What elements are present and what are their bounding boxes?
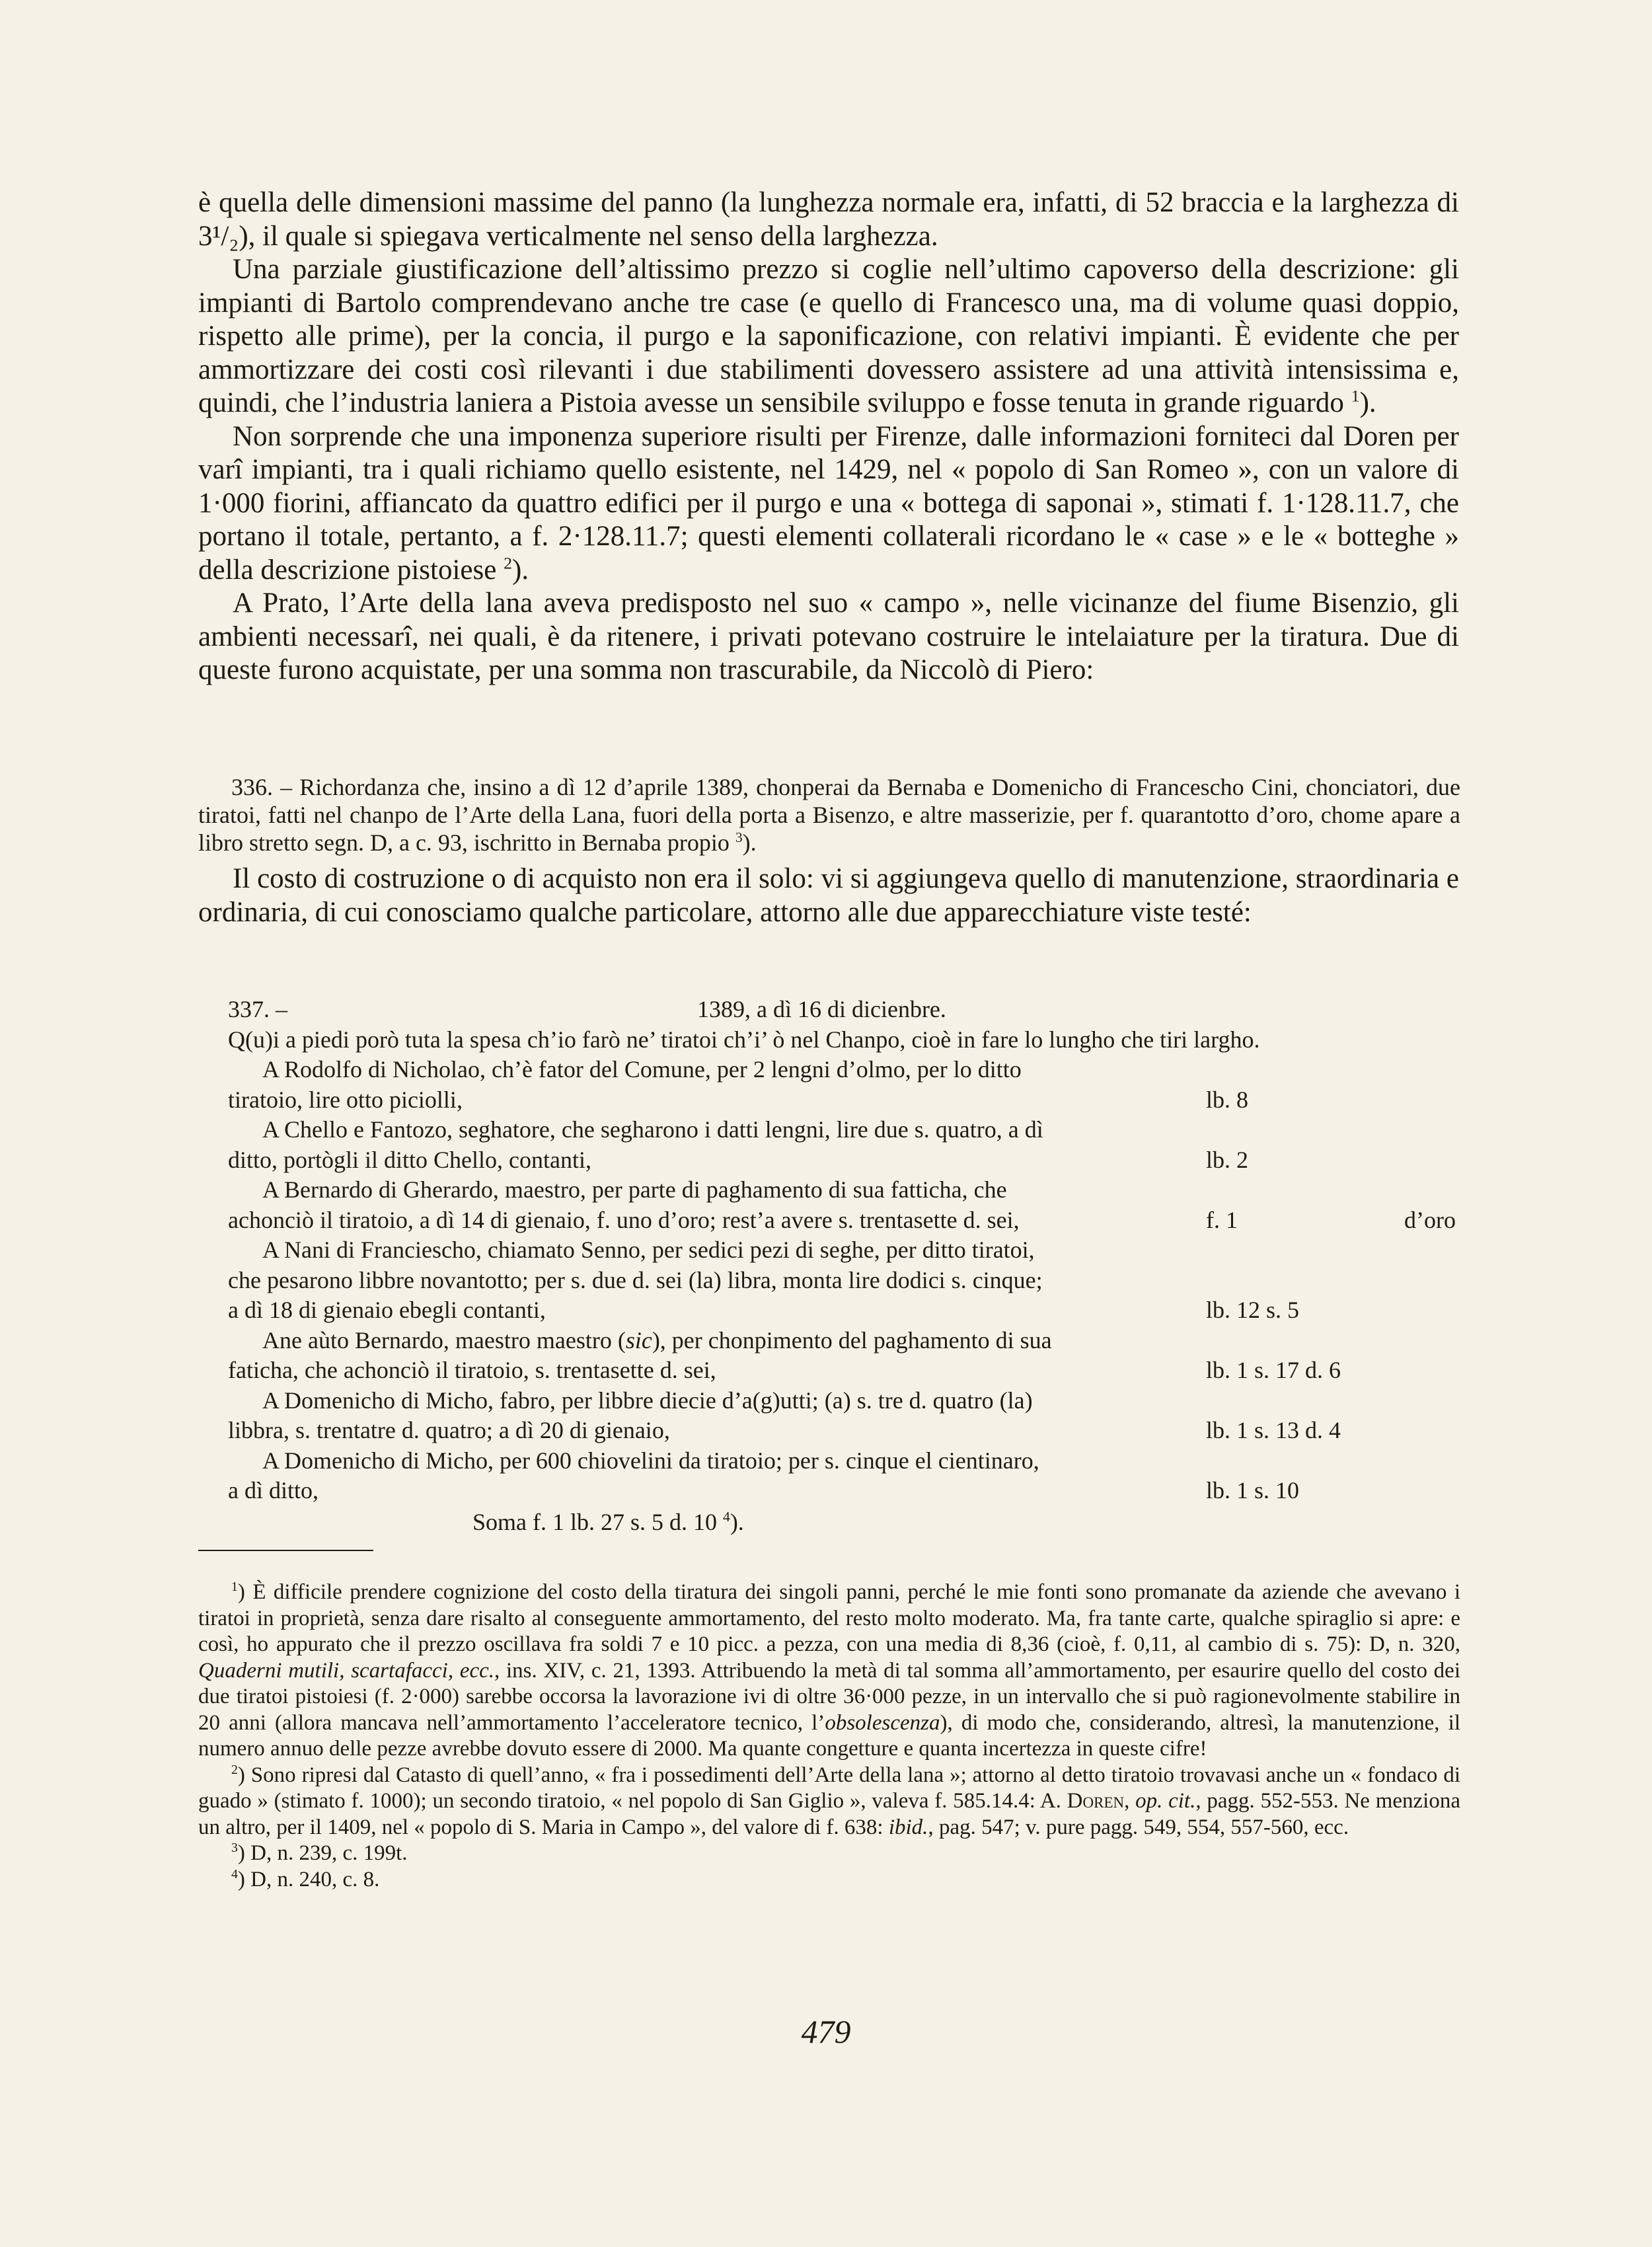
- ledger-row: [228, 1476, 1464, 1506]
- ledger-row-description: a dì ditto,: [228, 1477, 319, 1504]
- body-text-middle: [198, 862, 1459, 929]
- ledger-row-amount: lb. 2: [1206, 1146, 1249, 1173]
- ledger-row-description: A Rodolfo di Nicholao, ch’è fator del Comune, per 2 lengni d’olmo, per lo ditto: [262, 1056, 1022, 1083]
- footnote-2: $^2$) Sono ripresi dal Catasto di quell’anno, « fra i possedimenti dell’Arte della lana »; attorno al detto tiratoio trovavasi anche un « fondaco di guado » (stimato f. 1000); un secondo tiratoio, « nel popolo di San Giglio », valeva f. 585.14.4: A. Doren, op. cit., pagg. 552-553. Ne menziona un altro, per il 1409, nel « popolo di S. Maria in Campo », del valore di f. 638: ibid., pag. 547; v. pure pagg. 549, 554, 557-560, ecc.: [198, 1762, 1460, 1839]
- paragraph-1: è quella delle dimensioni massime del panno (la lunghezza normale era, infatti, di 52 braccia e la larghezza di 3¹/₂), il quale si spiegava verticalmente nel senso della larghezza.: [198, 187, 1459, 252]
- footnote-ref-4[interactable]: 4: [723, 1508, 730, 1525]
- ledger-row-description: achonciò il tiratoio, a dì 14 di gienaio, f. uno d’oro; rest’a avere s. trentasette d. sei,: [228, 1206, 1020, 1233]
- ledger-row-amount: lb. 12 s. 5: [1206, 1297, 1300, 1323]
- quote-336: [198, 773, 1460, 857]
- ledger-row: [228, 1326, 1464, 1356]
- ledger-row: [228, 1446, 1464, 1476]
- footnote-ref-3[interactable]: 3: [735, 829, 743, 845]
- ledger-row-amount: lb. 8: [1206, 1086, 1249, 1113]
- footnote-ref-2[interactable]: 2: [504, 553, 512, 573]
- ledger-row-description: A Chello e Fantozo, seghatore, che segharono i datti lengni, lire due s. quatro, a dì: [262, 1116, 1043, 1143]
- ledger-row-description: A Domenicho di Micho, fabro, per libbre diecie d’a(g)utti; (a) s. tre d. quatro (la): [262, 1387, 1033, 1414]
- ledger-row-amount: lb. 1 s. 10: [1206, 1477, 1300, 1504]
- ledger-row-description: a dì 18 di gienaio ebegli contanti,: [228, 1297, 546, 1323]
- ledger-row: [228, 1295, 1464, 1326]
- ledger-row: [228, 1055, 1464, 1085]
- ledger-row: [228, 1085, 1464, 1116]
- footnotes: [198, 1580, 1460, 1893]
- ledger-row-description: faticha, che achonciò il tiratoio, s. trentasette d. sei,: [228, 1357, 716, 1383]
- ledger-number: 337. –: [228, 996, 287, 1022]
- footnote-3: $^3$) D, n. 239, c. 199t.: [231, 1841, 408, 1865]
- footnote-ref-1[interactable]: 1: [1351, 386, 1360, 406]
- ledger-row-description: che pesarono libbre novantotto; per s. due d. sei (la) libra, monta lire dodici s. cinque;: [228, 1266, 1043, 1293]
- ledger-row-description: A Bernardo di Gherardo, maestro, per parte di paghamento di sua fatticha, che: [262, 1176, 1007, 1203]
- ledger-row: [228, 1416, 1464, 1446]
- ledger-date: 1389, a dì 16 di dicienbre.: [697, 996, 946, 1022]
- ledger-row: [228, 1175, 1464, 1205]
- ledger-row: [228, 1025, 1464, 1055]
- ledger-row-description: ditto, portògli il ditto Chello, contanti,: [228, 1146, 591, 1173]
- ledger-row: [228, 1235, 1464, 1266]
- ledger-row-amount: lb. 1 s. 13 d. 4: [1206, 1417, 1341, 1443]
- ledger-row-description: A Nani di Franciescho, chiamato Senno, per sedici pezi di seghe, per ditto tiratoi,: [262, 1237, 1035, 1263]
- ledger-header: [228, 995, 1464, 1025]
- ledger-rows: [228, 1025, 1464, 1506]
- paragraph-2: Una parziale giustificazione dell’altissimo prezzo si coglie nell’ultimo capoverso della descrizione: gli impianti di Bartolo comprendevano anche tre case (e quello di Francesco una, ma di volume quasi doppio, rispetto alle prime), per la concia, il purgo e la saponificazione, con relativi impianti. È evidente che per ammortizzare dei costi così rilevanti i due stabilimenti dovessero assistere ad una attività intensissima e, quindi, che l’industria laniera a Pistoia avesse un sensibile sviluppo e fosse tenuta in grande riguardo $^1$).: [198, 254, 1459, 418]
- ledger-row-description: tiratoio, lire otto piciolli,: [228, 1086, 463, 1113]
- ledger-soma: Soma f. 1 lb. 27 s. 5 d. 10 $^4$).: [472, 1508, 744, 1535]
- ledger-row-amount: f. 1: [1206, 1206, 1238, 1233]
- footnote-separator: [198, 1550, 373, 1551]
- footnote-1: $^1$) È difficile prendere cognizione del costo della tiratura dei singoli panni, perché le mie fonti sono promanate da aziende che avevano i tiratoi in proprietà, senza dare risalto al conseguente ammortamento, del resto molto moderato. Ma, fra tante carte, qualche spiraglio si apre: e così, ho appurato che il prezzo oscillava fra soldi 7 e 10 picc. a pezza, con una media di 8,36 (cioè, f. 0,11, al cambio di s. 75): D, n. 320, Quaderni mutili, scartafacci, ecc., ins. XIV, c. 21, 1393. Attribuendo la metà di tal somma all’ammortamento, per esaurire quello del costo dei due tiratoi pistoiesi (f. 2·000) sarebbe occorsa la lavorazione ivi di oltre 36·000 pezze, in un intervallo che si può ragionevolmente stabilire in 20 anni (allora mancava nell’ammortamento l’acceleratore tecnico, l’obsolescenza), di modo che, considerando, altresì, la manutenzione, il numero annuo delle pezze avrebbe dovuto essere di 2000. Ma quante congetture e quanta incertezza in queste cifre!: [198, 1580, 1460, 1761]
- ledger-row: [228, 1205, 1464, 1236]
- paragraph-5: Il costo di costruzione o di acquisto non era il solo: vi si aggiungeva quello di manutenzione, straordinaria e ordinaria, di cui conosciamo qualche particolare, attorno alle due apparecchiature viste testé:: [198, 863, 1459, 928]
- ledger-row: [228, 1266, 1464, 1296]
- paragraph-3: Non sorprende che una imponenza superiore risulti per Firenze, dalle informazioni forniteci dal Doren per varî impianti, tra i quali richiamo quello esistente, nel 1429, nel « popolo di San Romeo », con un valore di 1·000 fiorini, affiancato da quattro edifici per il purgo e una « bottega di saponai », stimati f. 1·128.11.7, che portano il totale, pertanto, a f. 2·128.11.7; questi elementi collaterali ricordano le « case » e le « botteghe » della descrizione pistoiese $^2$).: [198, 420, 1459, 586]
- ledger-row: [228, 1355, 1464, 1386]
- ledger-row-description: Q(u)i a piedi porò tuta la spesa ch’io farò ne’ tiratoi ch’i’ ò nel Chanpo, cioè in fare lo lungho che tiri largho.: [228, 1026, 1260, 1053]
- footnote-4: $^4$) D, n. 240, c. 8.: [231, 1866, 380, 1891]
- ledger-row: [228, 1115, 1464, 1145]
- ledger-row-description: A Domenicho di Micho, per 600 chiovelini da tiratoio; per s. cinque el cientinaro,: [262, 1447, 1039, 1474]
- body-text-upper: [198, 186, 1459, 687]
- ledger-row-unit: d’oro: [1404, 1206, 1456, 1233]
- ledger-row-description: libbra, s. trentatre d. quatro; a dì 20 di gienaio,: [228, 1417, 670, 1443]
- ledger-row-description: Ane aùto Bernardo, maestro maestro (sic), per chonpimento del paghamento di sua: [262, 1326, 1052, 1353]
- page-number: 479: [801, 2013, 851, 2050]
- ledger-row: [228, 1386, 1464, 1416]
- ledger-row: [228, 1145, 1464, 1176]
- paragraph-4: A Prato, l’Arte della lana aveva predisposto nel suo « campo », nelle vicinanze del fiume Bisenzio, gli ambienti necessarî, nei quali, è da ritenere, i privati potevano costruire le intelaiature per la tiratura. Due di queste furono acquistate, per una somma non trascurabile, da Niccolò di Piero:: [198, 588, 1459, 685]
- ledger-row-amount: lb. 1 s. 17 d. 6: [1206, 1357, 1341, 1383]
- ledger-337: [228, 995, 1464, 1537]
- quote-336-text: 336. – Richordanza che, insino a dì 12 d’aprile 1389, chonperai da Bernaba e Domenicho di Francescho Cini, chonciatori, due tiratoi, fatti nel chanpo de l’Arte della Lana, fuori della porta a Bisenzo, e altre masserizie, per f. quarantotto d’oro, chome apare a libro stretto segn. D, a c. 93, ischritto in Bernaba propio $^3$).: [198, 774, 1460, 856]
- ledger-total: [228, 1507, 1464, 1538]
